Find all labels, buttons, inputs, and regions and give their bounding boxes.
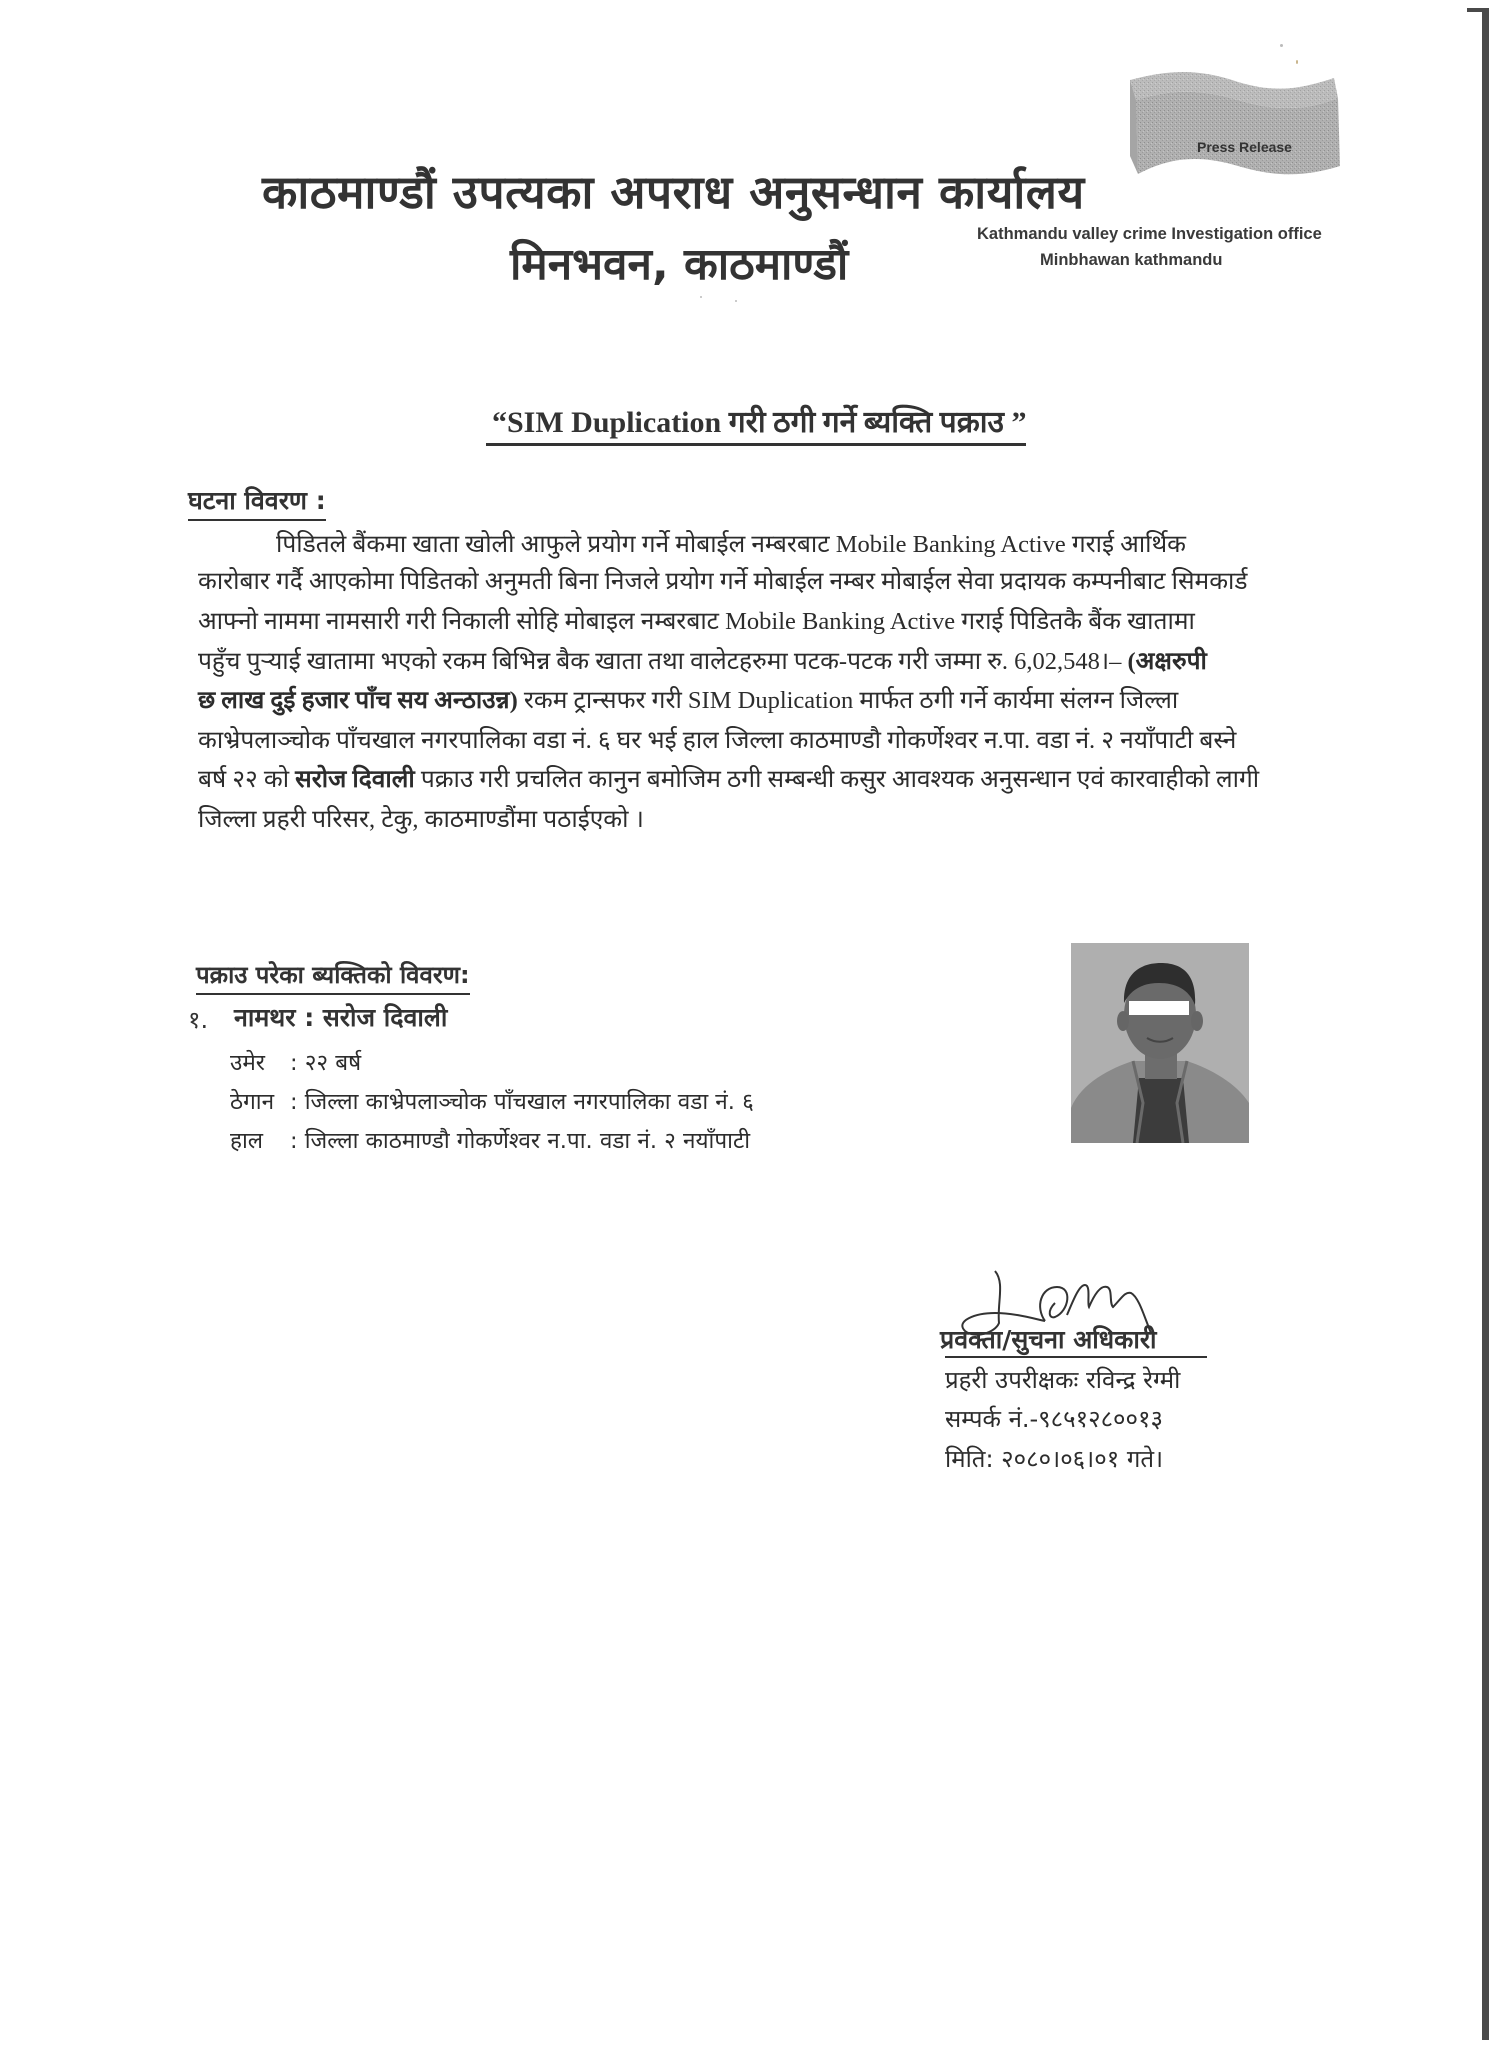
address-label: ठेगान [230,1089,275,1115]
incident-line-3: आफ्नो नाममा नामसारी गरी निकाली सोहि मोबाइल नम्बरबाट Mobile Banking Active गराई पिडितकै बैंक खातामा [198,608,1195,635]
amount-in-words: छ लाख दुई हजार पाँच सय अन्ठाउन्न) [198,687,518,714]
scan-speck [1280,44,1283,47]
accused-name: सरोज दिवाली [295,766,415,793]
age-label: उमेर [230,1050,265,1076]
incident-line-7-prefix: बर्ष २२ को [198,766,296,793]
address-value: : जिल्ला काभ्रेपलाञ्चोक पाँचखाल नगरपालिका वडा नं. ६ [290,1089,754,1115]
incident-line-4 [198,644,1207,677]
contact-number: सम्पर्क नं.-९८५१२८००१३ [945,1405,1163,1433]
scan-speck [735,300,737,302]
incident-line-8: जिल्ला प्रहरी परिसर, टेकु, काठमाण्डौंमा पठाईएको । [198,806,644,833]
amount-in-words-open: (अक्षरुपी [1127,648,1207,675]
press-release-badge-icon [1128,70,1348,185]
org-title-english: Kathmandu valley crime Investigation office [977,225,1322,243]
scan-speck [1296,60,1298,64]
current-address-value: : जिल्ला काठमाण्डौ गोकर्णेश्वर न.पा. वडा नं. २ नयाँपाटी [290,1128,751,1154]
org-location: मिनभवन, काठमाण्डौं [510,239,849,290]
scan-border [1482,10,1489,2040]
incident-line-4-text: पहुँच पुऱ्याई खातामा भएको रकम बिभिन्न बैक खाता तथा वालेटहरुमा पटक-पटक गरी जम्मा रु. 6,02,548।– [198,648,1128,675]
org-title: काठमाण्डौं उपत्यका अपराध अनुसन्धान कार्यालय [262,165,1085,219]
signature-rule [945,1356,1207,1358]
scan-speck [700,296,702,298]
current-address-label: हाल [230,1128,264,1154]
release-date: मिति: २०८०।०६।०१ गते। [945,1445,1164,1473]
age-value: : २२ बर्ष [290,1050,362,1076]
incident-line-1: पिडितले बैंकमा खाता खोली आफुले प्रयोग गर्ने मोबाईल नम्बरबाट Mobile Banking Active गराई आर्थिक [276,531,1186,558]
officer-name: प्रहरी उपरीक्षकः रविन्द्र रेग्मी [945,1366,1181,1394]
incident-line-6: काभ्रेपलाञ्चोक पाँचखाल नगरपालिका वडा नं. ६ घर भई हाल जिल्ला काठमाण्डौ गोकर्णेश्वर न.पा. वडा नं. २ नयाँपाटी बस्ने [198,727,1237,754]
incident-line-7-text: पक्राउ गरी प्रचलित कानुन बमोजिम ठगी सम्बन्धी कसुर आवश्यक अनुसन्धान एवं कारवाहीको लागी [414,766,1260,793]
headline: “SIM Duplication गरी ठगी गर्ने ब्यक्ति पक्राउ ” [486,400,1026,446]
incident-line-7 [198,762,1259,795]
arrested-index: १. [188,1006,209,1034]
incident-line-5 [198,683,1178,716]
scan-border-top [1467,8,1489,12]
arrested-person-photo [1071,943,1249,1143]
press-release-label: Press Release [1197,139,1292,155]
incident-line-2: कारोबार गर्दै आएकोमा पिडितको अनुमती बिना निजले प्रयोग गर्ने मोबाईल नम्बर मोबाईल सेवा प्रदायक कम्पनीबाट सिमकार्ड [198,568,1248,595]
incident-heading: घटना विवरण : [188,483,326,521]
incident-line-5-text: रकम ट्रान्सफर गरी SIM Duplication मार्फत ठगी गर्ने कार्यमा संलग्न जिल्ला [517,687,1179,714]
arrested-name: नामथर : सरोज दिवाली [234,1003,448,1032]
arrested-heading: पक्राउ परेका ब्यक्तिको विवरण: [196,958,470,995]
spokesperson-title: प्रवक्ता/सुचना अधिकारी [940,1325,1157,1354]
org-location-english: Minbhawan kathmandu [1040,251,1223,269]
